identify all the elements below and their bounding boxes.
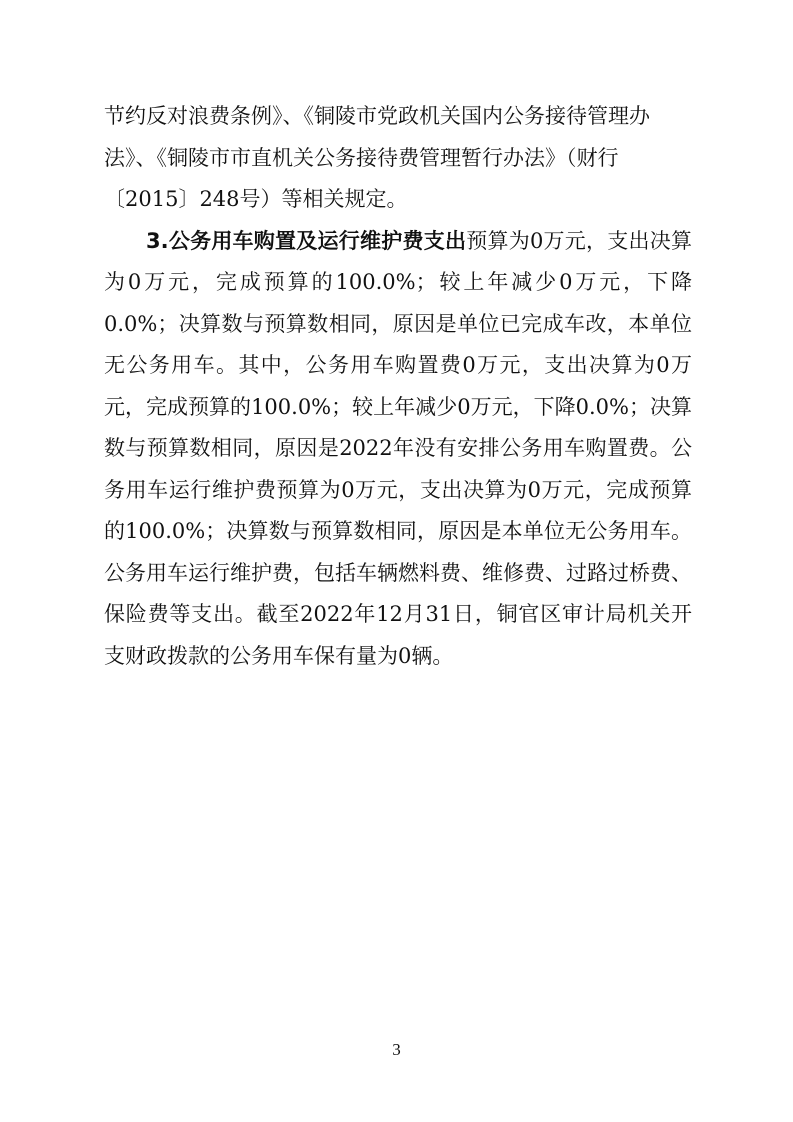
section-heading: 3.公务用车购置及运行维护费支出 [146,228,467,253]
paragraph-vehicle-expenses [104,221,692,678]
paragraph-body: 预算为0万元，支出决算为0万元，完成预算的100.0%；较上年减少0万元，下降0.0%；决算数与预算数相同，原因是单位已完成车改，本单位无公务用车。其中，公务用车购置费0万元，支出决算为0万元，完成预算的100.0%；较上年减少0万元，下降0.0%；决算数与预算数相同，原因是2022年没有安排公务用车购置费。公务用车运行维护费预算为0万元，支出决算为0万元，完成预算的100.0%；决算数与预算数相同，原因是本单位无公务用车。公务用车运行维护费，包括车辆燃料费、维修费、过路过桥费、保险费等支出。截至2022年12月31日，铜官区审计局机关开支财政拨款的公务用车保有量为0辆。 [104,228,692,668]
page-number: 3 [392,1040,401,1059]
body-text [104,96,692,677]
paragraph-continued: 节约反对浪费条例》、《铜陵市党政机关国内公务接待管理办法》、《铜陵市市直机关公务接待费管理暂行办法》（财行〔2015〕248号）等相关规定。 [104,104,650,211]
